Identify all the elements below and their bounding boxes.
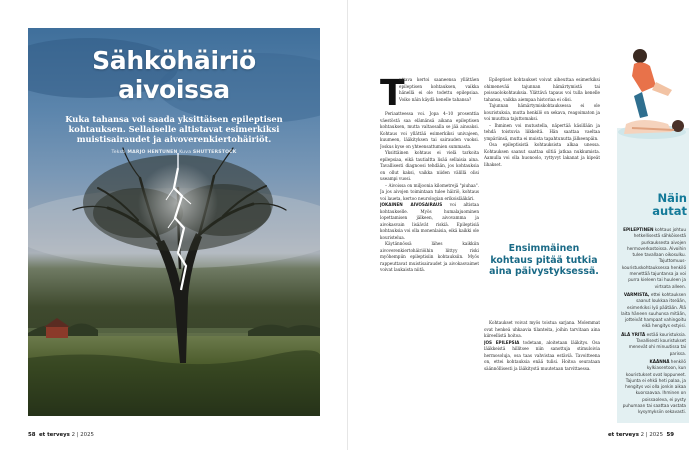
sidebar-title-line1: Näin — [657, 191, 687, 205]
issue-right: 2 | 2025 — [640, 432, 664, 438]
credit-text-name: MARJO HENTUNEN — [127, 150, 178, 155]
magazine-name-left: et terveys — [38, 432, 70, 438]
sidebar-title — [617, 192, 687, 217]
article-title-line2: aivoissa — [118, 75, 230, 104]
intro-paragraph: uttava kertoi saaneensa yllättäen epileptisen kohtauksen, vaikka hänellä ei ole todettu epilepsiaa. Voiko näin käydä kenelle tahansa? — [399, 77, 479, 102]
subhead-paragraph — [380, 202, 479, 241]
subhead-body: todetaan, aloitetaan lääkitys. Osa lääkkeistä hillitsee niin sanottuja stimuloivia hermosoluja, osa taas vahvistaa estäviä. Tavoitteena on, ettei kohtauksia enää tulisi. Hoitoa seurataan säännöllisesti ja lääkitystä muutetaan tarvittaessa. — [484, 339, 600, 371]
page-fold — [347, 0, 348, 450]
sidebar-item — [620, 332, 686, 357]
sidebar-item-key: VARMISTA, — [623, 291, 650, 297]
sidebar-item — [620, 359, 686, 416]
sidebar-item-body: ettei kohtauksen saanut loukkaa itseään, esimerkiksi lyö päätään. Älä laita häneen suuhunsa mitään, jotteivät hampaat vahingoitu eikä hengitys estyisi. — [621, 291, 686, 329]
article-lead: Kuka tahansa voi saada yksittäisen epileptisen kohtauksen. Sellaiselle altistavat esimerkiksi muistisairaudet ja aivoverenkiertohäiriöt. — [65, 114, 283, 145]
hero-image — [28, 28, 320, 416]
body-paragraph: – Ihminen voi mutustella, näpertää käsillään ja tehdä toistuvia liikkeitä. Hän saattaa vaeltaa ympäriinsä, mutta ei muista tapahtunutta jälkeenpäin. — [484, 122, 600, 141]
credit-image-label: Kuva — [179, 150, 192, 155]
article-credit — [28, 150, 320, 155]
first-aid-illustration — [612, 46, 696, 150]
body-paragraph: Yksittäinen kohtaus ei vielä tarkoita epilepsiaa, eikä tautialtta lisää sellaisia aina. Tavallisesti diagnoosi tehdään, jos kohtauksia on ollut kaksi, vaikka niiden välillä olisi useampi vuosi. — [380, 150, 479, 181]
footer-right — [608, 432, 674, 438]
sidebar-intro — [620, 227, 686, 290]
body-paragraph: – Aivoissa on miljoonia kilometrejä "piuhaa". Ja jos aivojen toimintaan tulee häiriö, kohtaus voi laueta, kertoo neurologian erikoislääkäri. — [380, 182, 479, 201]
page-number-left: 58 — [28, 432, 36, 438]
body-paragraph: Käytännössä lähes kaikkiin aivoverenkiertohäiriöihin liittyy riski myöhempiin epileptisiin kohtauksiin. Myös rappeuttavat muistisairaudet ja aivokasvaimet voivat laukaista niitä. — [380, 241, 479, 272]
sidebar-intro-body: kohtaus johtuu hetkellisestä sähköisestä purkauksesta aivojen hermoverkostoissa. Aivoihin tulee tavallaan oikosulku. Tajuttomuus-kouristuskohtauksessa henkilö menettää tajuntansa ja voi purra kieleen tai huuleen ja virtsata alleen. — [621, 227, 686, 289]
body-paragraph: Kohtaukset voivat myös toistua sarjana. Molemmat ovat henkeä uhkaavia tilanteita, joihin tarvitaan aina kiireellistä hoitoa. — [484, 320, 600, 338]
sidebar-text — [620, 227, 686, 419]
article-column-2 — [484, 77, 600, 227]
page-number-right: 59 — [666, 432, 674, 438]
issue-left: 2 | 2025 — [71, 432, 94, 438]
dropcap-block — [380, 77, 479, 114]
sidebar-intro-key: EPILEPTINEN — [623, 227, 654, 232]
subhead-label: JOKAINEN AIVOSAIRAUS — [380, 202, 443, 207]
credit-image-name: SHUTTERSTOCK — [192, 150, 237, 155]
credit-text-label: Teksti — [111, 150, 126, 155]
footer-left — [28, 432, 94, 438]
body-paragraph: Epileptiset kohtaukset voivat aiheuttaa esimerkiksi ohimenevää tajunnan hämärtymistä tai poissaolokohtauksia. Ylättävä tapaus voi tulla kenelle tahansa, vaikka aiempaa historiaa ei olisi. — [484, 77, 600, 102]
sidebar-item — [620, 292, 686, 330]
body-paragraph: Osa epileptisistä kohtauksista alkaa unessa. Kohtauksen saanut saattaa siltiä jatkaa nukkumista. Aamulla voi olla huonoolo, ryttyvyt lakanat ja kipeät lihakset. — [484, 142, 600, 167]
sidebar-title-line2: autat — [652, 203, 687, 218]
article-column-2-lower — [484, 320, 600, 420]
article-column-1 — [380, 77, 479, 422]
subhead-label: JOS EPILEPSIA — [484, 339, 520, 345]
body-paragraph: Periaatteessa voi. Jopa 4–10 prosenttia väestöstä saa elämänsä aikana epileptisen kohtauksen, mutta valtaosalla se jää ainoaksi. Kohtaus voi yllättää esimerkiksi univajeen, kuumeen, lääkityksen tai sairauden vuoksi. Joskus kyse on yhteensattumien summasta. — [380, 111, 479, 149]
sidebar-item-body: henkilö kylkiasentoon, kun kouristukset ovat loppuneet. Tajunta ei ehkä heti palaa, ja hengitys voi olla jonkin aikaa kuorsaavaa. Ihminen on poissaoleva, ei pysty puhumaan tai saattaa vastata kysymyksiin sekavasti. — [622, 358, 686, 415]
dropcap-letter: T — [380, 77, 405, 114]
article-title-line1: Sähköhäiriö — [92, 46, 256, 75]
sidebar-item-body: estää kouristuksia. Tavallisesti kouristukset menevät ohi minuutissa tai parissa. — [628, 331, 686, 356]
magazine-name-right: et terveys — [608, 432, 639, 438]
subhead-body: voi altistaa kohtaukselle. Myös humalajuominen lopettamisen jälkeen, aivovamma ja aivokasvain lisäävät riskiä. Epileptisiä kohtauksia voi olla monenlaisia, eikä kaikki ole kouristelua. — [380, 202, 479, 240]
article-title — [28, 46, 320, 104]
sidebar-item-key: KÄÄNNÄ — [649, 358, 670, 364]
sidebar-item-key: ÄLÄ YRITÄ — [621, 331, 646, 337]
subhead-paragraph — [484, 340, 600, 373]
body-paragraph: Tajunnan hämärtymiskohtauksessa ei ole kouristuksia, mutta henkilö on sekava, reagoimaton ja voi muuttua tajuttomaksi. — [484, 103, 600, 121]
pull-quote: Ensimmäinen kohtaus pitää tutkia aina päivystyksessä. — [489, 243, 599, 277]
